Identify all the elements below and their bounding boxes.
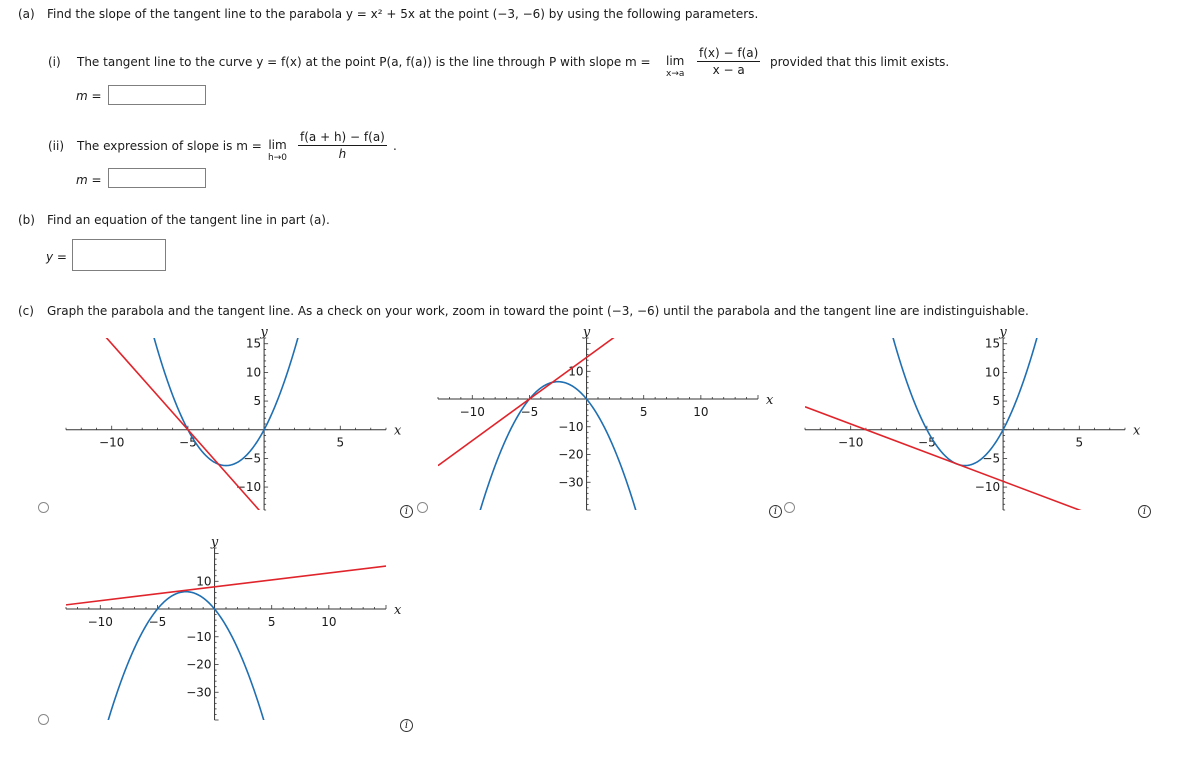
x-tick-label: −5: [179, 435, 197, 450]
tangent-equation-input[interactable]: [72, 239, 166, 271]
y-tick-label: −10: [235, 480, 262, 495]
info-icon[interactable]: i: [1138, 505, 1151, 518]
x-tick-label: 5: [336, 435, 345, 450]
x-tick-label: −5: [148, 615, 167, 630]
tangent-line: [66, 566, 386, 605]
y-tick-label: 15: [984, 336, 1001, 351]
answer-ii-label: m =: [76, 173, 102, 187]
fraction-ii-numerator: f(a + h) − f(a): [300, 130, 385, 144]
y-tick-label: −10: [186, 629, 212, 644]
tangent-line: [438, 233, 758, 466]
slope-answer-input-ii[interactable]: [108, 168, 206, 188]
lim-word: lim: [666, 54, 685, 68]
x-tick-label: 5: [267, 615, 276, 630]
fraction-ii: [298, 130, 387, 161]
lim-subscript-ii: h→0: [268, 153, 287, 163]
graph-option-4: [56, 535, 402, 730]
y-axis-label: y: [582, 325, 591, 340]
graph-option-2-radio[interactable]: [417, 502, 428, 513]
tangent-line: [805, 407, 1125, 527]
y-tick-label: −10: [558, 419, 584, 434]
graph-option-1: [56, 325, 402, 518]
x-tick-label: 10: [693, 405, 709, 420]
y-tick-label: 5: [253, 394, 262, 409]
graph-option-1-radio[interactable]: [38, 502, 49, 513]
graph-option-3: [795, 325, 1141, 518]
fraction-i-denominator: x − a: [712, 63, 745, 77]
part-a-i-text: The tangent line to the curve y = f(x) at the point P(a, f(a)) is the line through P with slope m =: [77, 55, 651, 69]
part-a-ii-text: The expression of slope is m =: [77, 139, 262, 153]
parabola-curve: [438, 382, 758, 767]
y-tick-label: −5: [243, 451, 262, 466]
x-tick-label: −10: [99, 435, 125, 450]
info-icon[interactable]: i: [400, 505, 413, 518]
answer-i-label: m =: [76, 89, 102, 103]
info-icon[interactable]: i: [400, 719, 413, 732]
answer-b-label: y =: [46, 250, 67, 264]
fraction-i: [697, 46, 760, 77]
graph-option-2: [428, 325, 774, 518]
y-tick-label: 10: [568, 364, 584, 379]
graph-option-4-radio[interactable]: [38, 714, 49, 725]
part-c-prompt: Graph the parabola and the tangent line. As a check on your work, zoom in toward the point (−3, −6) until the parabola and the tangent line are indistinguishable.: [47, 304, 1029, 318]
fraction-i-numerator: f(x) − f(a): [699, 46, 759, 60]
y-tick-label: 10: [196, 574, 212, 589]
part-a-ii-after: .: [393, 139, 397, 153]
x-tick-label: −10: [87, 615, 113, 630]
part-a-prompt: Find the slope of the tangent line to the parabola y = x² + 5x at the point (−3, −6) by using the following parameters.: [47, 7, 759, 21]
y-axis-label: y: [210, 535, 219, 550]
x-axis-label: x: [394, 423, 402, 439]
limit-x-to-a: [666, 55, 684, 81]
lim-word-ii: lim: [268, 138, 287, 152]
x-tick-label: 5: [639, 405, 648, 420]
part-b-prompt: Find an equation of the tangent line in part (a).: [47, 213, 330, 227]
x-axis-label: x: [1133, 423, 1141, 439]
y-tick-label: 10: [245, 365, 262, 380]
lim-subscript: x→a: [666, 69, 685, 79]
x-tick-label: −10: [838, 435, 864, 450]
part-c-label: (c): [18, 304, 34, 318]
part-a-label: (a): [18, 7, 35, 21]
x-tick-label: −5: [520, 405, 539, 420]
parabola-curve: [805, 0, 1125, 466]
y-tick-label: 10: [984, 365, 1001, 380]
part-b-label: (b): [18, 213, 35, 227]
y-tick-label: −30: [186, 685, 212, 700]
slope-answer-input-i[interactable]: [108, 85, 206, 105]
y-axis-label: y: [260, 325, 268, 340]
part-a-i-label: (i): [48, 55, 61, 69]
limit-h-to-0: [268, 139, 287, 165]
y-tick-label: −10: [974, 480, 1001, 495]
part-a-ii-label: (ii): [48, 139, 65, 153]
y-tick-label: −5: [982, 451, 1001, 466]
x-axis-label: x: [394, 603, 402, 619]
graph-option-3-radio[interactable]: [784, 502, 795, 513]
y-axis-label: y: [999, 325, 1007, 340]
y-tick-label: 15: [245, 336, 262, 351]
part-a-i-after: provided that this limit exists.: [770, 55, 950, 69]
parabola-curve: [66, 592, 386, 767]
x-tick-label: 10: [321, 615, 337, 630]
x-tick-label: −10: [459, 405, 485, 420]
fraction-ii-denominator: h: [338, 147, 347, 161]
y-tick-label: −30: [558, 475, 584, 490]
y-tick-label: 5: [992, 394, 1001, 409]
x-axis-label: x: [766, 393, 774, 409]
y-tick-label: −20: [186, 657, 212, 672]
y-tick-label: −20: [558, 447, 584, 462]
parabola-curve: [66, 0, 386, 466]
info-icon[interactable]: i: [769, 505, 782, 518]
x-tick-label: 5: [1075, 435, 1084, 450]
x-tick-label: −5: [918, 435, 936, 450]
